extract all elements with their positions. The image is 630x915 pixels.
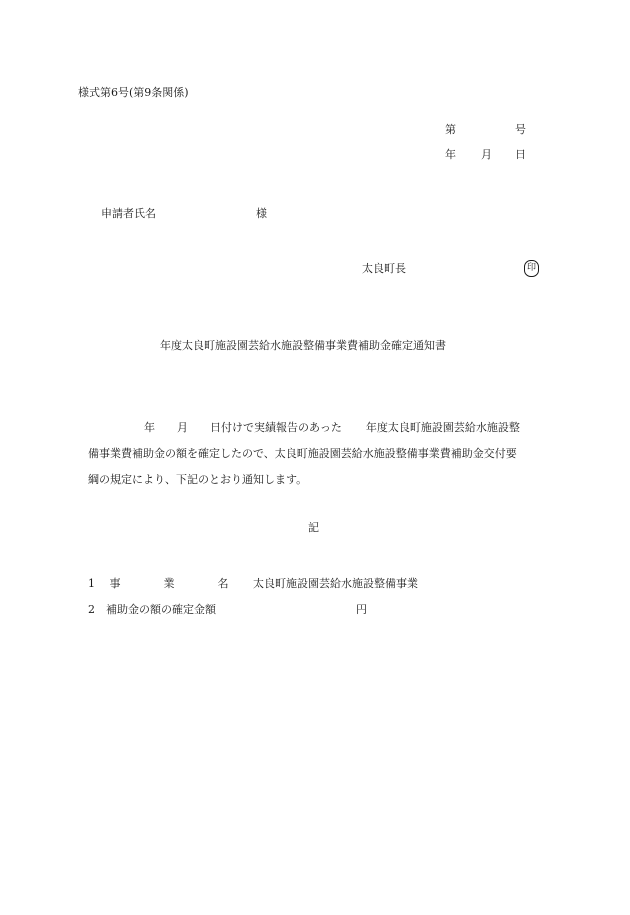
item-confirmed-amount <box>88 604 367 615</box>
item-project-name <box>88 578 418 589</box>
body-line-1 <box>88 415 558 441</box>
date-day-label: 日 <box>515 148 526 161</box>
amount-unit: 円 <box>356 603 367 616</box>
item-number: 1 <box>88 577 95 590</box>
body-phrase-1: 日付けで実績報告のあった <box>210 421 342 434</box>
item-label-char: 名 <box>217 577 229 590</box>
item-label: 補助金の額の確定金額 <box>106 603 216 616</box>
issuer-title: 太良町長 <box>362 262 406 275</box>
notice-body <box>88 415 558 493</box>
body-year: 年 <box>144 421 155 434</box>
item-label <box>110 578 228 589</box>
body-phrase-2: 年度太良町施設園芸給水施設整 <box>365 421 520 434</box>
date-month-label: 月 <box>481 148 492 161</box>
applicant-name-label: 申請者氏名 <box>101 207 156 220</box>
item-value: 太良町施設園芸給水施設整備事業 <box>253 577 418 590</box>
seal-icon: 印 <box>524 260 539 277</box>
item-number: 2 <box>88 603 95 616</box>
form-number: 様式第6号(第9条関係) <box>78 86 189 99</box>
item-label-char: 業 <box>163 577 175 590</box>
document-number-suffix: 号 <box>515 123 526 136</box>
body-line-2: 備事業費補助金の額を確定したので、太良町施設園芸給水施設整備事業費補助金交付要 <box>88 447 517 460</box>
body-line-3: 綱の規定により、下記のとおり通知します。 <box>88 473 308 486</box>
date-year-label: 年 <box>445 148 456 161</box>
applicant-honorific: 様 <box>256 207 267 220</box>
body-month: 月 <box>177 421 188 434</box>
item-label-char: 事 <box>109 577 121 590</box>
document-title: 年度太良町施設園芸給水施設整備事業費補助金確定通知書 <box>160 339 446 352</box>
document-number-prefix: 第 <box>445 123 456 136</box>
ki-heading: 記 <box>308 521 319 534</box>
